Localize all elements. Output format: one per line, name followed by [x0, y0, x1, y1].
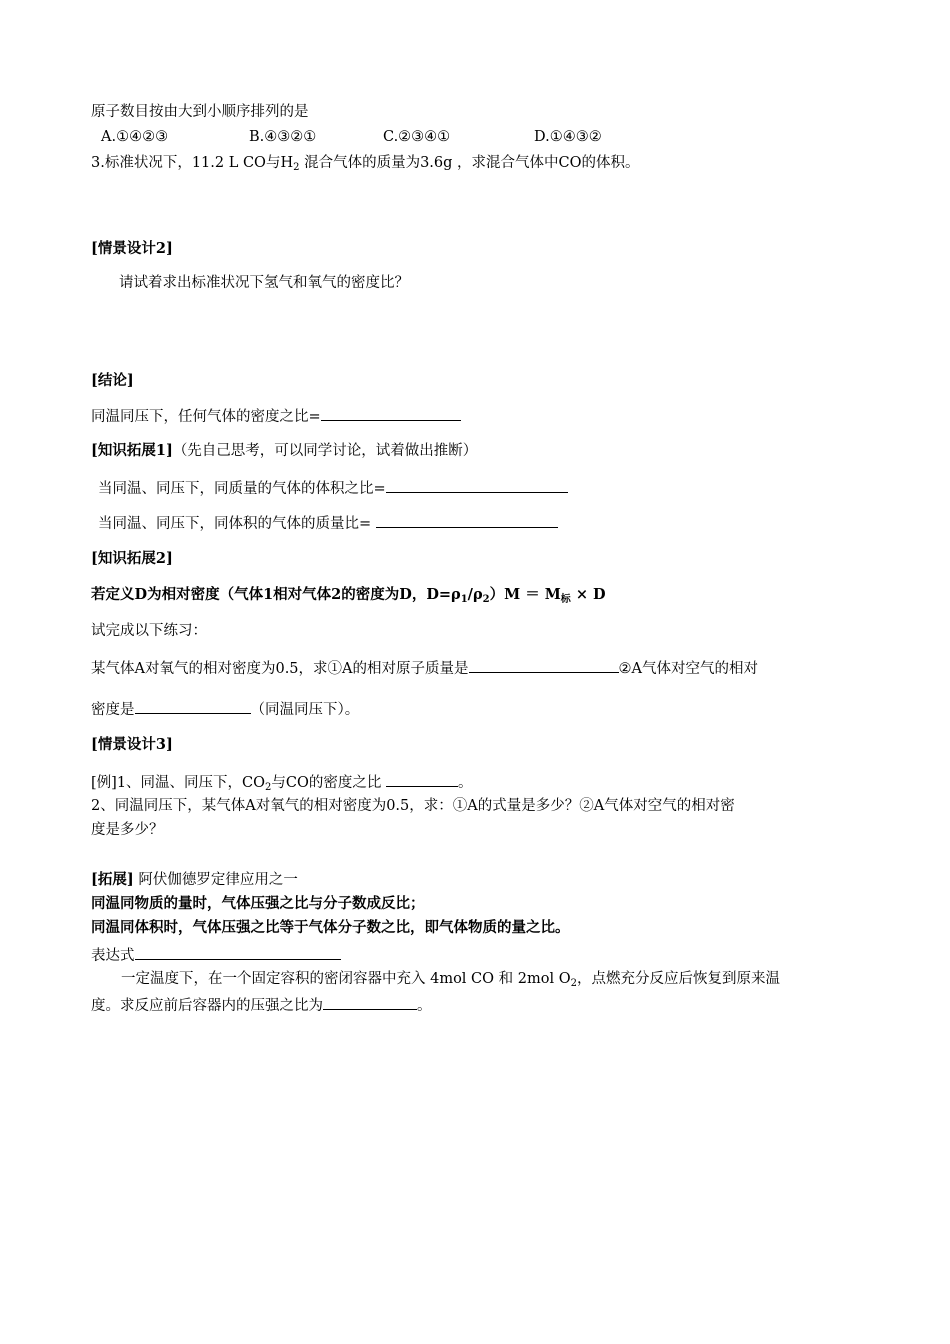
ext2-practice: 试完成以下练习：	[91, 623, 207, 639]
option-c: C.②③④①	[383, 129, 451, 145]
option-d: D.①④③②	[534, 129, 602, 145]
ext1-heading-line: [知识拓展1]（先自己思考，可以同学讨论，试着做出推断）	[91, 442, 478, 459]
scene2-heading: [情景设计2]	[91, 240, 173, 257]
answer-blank[interactable]	[323, 994, 417, 1010]
extend-rule2: 同温同体积时，气体压强之比等于气体分子数之比，即气体物质的量之比。	[91, 919, 570, 936]
scene2-question: 请试着求出标准状况下氢气和氧气的密度比？	[119, 275, 409, 291]
question-3: 3.标准状况下，11.2 L CO与$H_2$ 混合气体的质量为3.6g ，求混合气体中CO的体积。	[91, 155, 640, 173]
ext2-definition: 若定义D为相对密度（气体1相对气体2的密度为D，$D=\rho_1/\rho_2)M = M_标 \times D$	[91, 586, 606, 605]
ext1-line1: 当同温、同压下，同质量的气体的体积之比=	[98, 477, 568, 499]
answer-blank[interactable]	[386, 771, 458, 787]
option-b: B.④③②①	[249, 129, 317, 145]
answer-blank[interactable]	[469, 657, 619, 673]
answer-blank[interactable]	[135, 944, 341, 960]
answer-blank[interactable]	[135, 698, 251, 714]
conclusion-line: 同温同压下，任何气体的密度之比=	[91, 405, 461, 427]
extend-rule1: 同温同物质的量时，气体压强之比与分子数成反比；	[91, 895, 425, 912]
scene3-heading: [情景设计3]	[91, 736, 173, 753]
scene3-example2-line1: 2、同温同压下，某气体A对氧气的相对密度为0.5，求：①A的式量是多少？②A气体对空气的相对密	[91, 798, 735, 814]
extend-heading-line: [拓展] 阿伏伽德罗定律应用之一	[91, 871, 298, 888]
scene3-example1: [例]1、同温、同压下，$CO_2$与CO的密度之比 。	[91, 771, 473, 798]
answer-blank[interactable]	[376, 512, 558, 528]
ext2-question-line1: 某气体A对氧气的相对密度为0.5，求①A的相对原子质量是 ②A气体对空气的相对	[91, 657, 758, 679]
answer-blank[interactable]	[386, 477, 568, 493]
scene3-example2-line2: 度是多少？	[91, 822, 164, 838]
q2-options	[91, 127, 691, 147]
extend-problem-line1: 一定温度下，在一个固定容积的密闭容器中充入 4mol CO 和 2mol $O_2$，点燃充分反应后恢复到原来温	[121, 971, 780, 989]
ext2-question-line2: 密度是 （同温同压下）。	[91, 698, 359, 720]
option-a: A.①④②③	[101, 129, 169, 145]
extend-problem-line2: 度。求反应前后容器内的压强之比为 。	[91, 994, 432, 1016]
ext1-line2: 当同温、同压下，同体积的气体的质量比=	[98, 512, 558, 534]
q2-tail-text: 原子数目按由大到小顺序排列的是	[91, 104, 309, 120]
answer-blank[interactable]	[321, 405, 461, 421]
conclusion-heading: [结论]	[91, 372, 134, 389]
ext2-heading: [知识拓展2]	[91, 550, 173, 567]
extend-expression: 表达式	[91, 944, 341, 966]
